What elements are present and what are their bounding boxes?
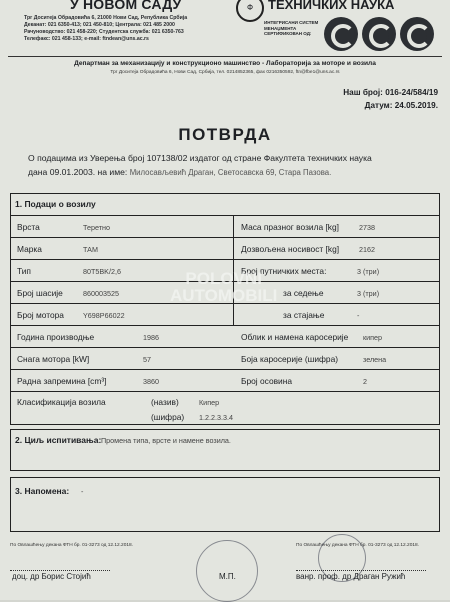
official-stamp <box>196 540 258 602</box>
section-heading: 2. Циљ испитивања: <box>15 435 102 445</box>
classification-name-label: (назив) <box>151 397 179 407</box>
field-value: зелена <box>363 355 387 364</box>
page-title: ПОТВРДА <box>178 125 272 144</box>
field-label: Снага мотора [kW] <box>17 354 90 364</box>
field-label: Боја каросерије (шифра) <box>241 354 339 364</box>
row-divider <box>11 369 439 370</box>
certification-logos <box>324 17 442 53</box>
field-value: Y698P66022 <box>83 311 125 320</box>
classification-code-value: 1.2.2.3.3.4 <box>199 413 233 422</box>
row-divider <box>11 347 439 348</box>
university-name-left: У НОВОМ САДУ <box>70 0 182 12</box>
row-divider <box>11 237 439 238</box>
field-label: Број мотора <box>17 310 64 320</box>
section-heading: 1. Подаци о возилу <box>15 199 96 209</box>
field-value: 3 (три) <box>357 267 380 276</box>
department-name: Департман за механизацију и конструкционо машинство - Лабораторија за моторе и возила <box>74 60 376 67</box>
document-date: Датум: 24.05.2019. <box>364 101 438 110</box>
document-number: Наш број: 016-24/584/19 <box>343 88 438 97</box>
university-address: Трг Доситеја Обрадовића 6, 21000 Нови Сад, Република Србија Деканат: 021 6350-413; 021 450-810; Централа: 021 485 2000 Рачуноводство: 021 458-220; Студентска служба: 021 6350-763 Телефакс: 021 458-133; e-mail: ftndean@uns.ac.rs <box>24 15 188 42</box>
section-note <box>10 477 440 532</box>
field-label: Марка <box>17 244 42 254</box>
field-value: 860003525 <box>83 289 119 298</box>
purpose-value: Промена типа, врсте и намене возила. <box>101 436 231 445</box>
intro-line-1: О подацима из Уверења број 107138/02 издатог од стране Факултета техничких наука <box>28 153 372 163</box>
field-label: Година производње <box>17 332 95 342</box>
certification-logo-icon <box>324 17 358 51</box>
classification-label: Класификација возила <box>17 397 106 407</box>
signatory-left: доц. др Борис Стојић <box>12 572 91 581</box>
field-label: Маса празног возила [kg] <box>241 222 339 232</box>
field-value: ТАМ <box>83 245 98 254</box>
field-label: за седење <box>283 288 324 298</box>
header-divider <box>8 56 442 57</box>
section-vehicle-data <box>10 193 440 425</box>
field-label: Врста <box>17 222 40 232</box>
header-left <box>8 0 228 52</box>
field-value: 57 <box>143 355 151 364</box>
field-label: Број шасије <box>17 288 63 298</box>
field-label: Облик и намена каросерије <box>241 332 349 342</box>
field-value: кипер <box>363 333 383 342</box>
department-address: Трг Доситеја Обрадовића 6, Нови Сад, Србија, тел. 0214852365, фах 0216350592, ftn@fbe1@uns.ac.rs <box>110 70 340 75</box>
field-label: Број путничких места: <box>241 266 327 276</box>
field-label: Радна запремина [cm³] <box>17 376 107 386</box>
signatory-right: ванр. проф. др Драган Ружић <box>296 572 406 581</box>
field-label: Број осовина <box>241 376 293 386</box>
signature-line <box>296 570 426 571</box>
field-value: 80T5BK/2,6 <box>83 267 121 276</box>
field-label: Тип <box>17 266 31 276</box>
row-divider <box>11 215 439 216</box>
row-divider <box>11 325 439 326</box>
row-divider <box>11 391 439 392</box>
field-value: Теретно <box>83 223 110 232</box>
field-value: 3860 <box>143 377 159 386</box>
signature-authorization-left: По Овлашћењу декана ФТН бр. 01-3273 од 12.12.2018. <box>10 543 134 548</box>
field-value: 2 <box>363 377 367 386</box>
watermark: POLOVNI AUTOMOBILI <box>170 269 278 305</box>
certification-text: ИНТЕГРИСАНИ СИСТЕМ МЕНАЏМЕНТА СЕРТИФИКОВАН ОД: <box>264 20 319 36</box>
stamp-placeholder: М.П. <box>219 572 236 581</box>
certification-logo-icon <box>400 17 434 51</box>
field-value: 1986 <box>143 333 159 342</box>
signature-authorization-right: По Овлашћењу декана ФТН бр. 01-3273 од 12.12.2018. <box>296 543 420 548</box>
classification-name-value: Кипер <box>199 398 220 407</box>
field-value: - <box>357 311 360 320</box>
field-value: 2738 <box>359 223 375 232</box>
field-label: Дозвољена носивост [kg] <box>241 244 340 254</box>
field-value: 2162 <box>359 245 375 254</box>
classification-code-label: (шифра) <box>151 412 185 422</box>
certification-logo-icon <box>362 17 396 51</box>
faculty-logo-icon: Ф <box>236 0 264 22</box>
university-name-right: ТЕХНИЧКИХ НАУКА <box>268 0 395 12</box>
note-value: - <box>81 487 84 496</box>
signature-line <box>10 570 110 571</box>
section-purpose <box>10 429 440 471</box>
field-label: за стајање <box>283 310 325 320</box>
section-heading: 3. Напомена: <box>15 486 70 496</box>
field-value: 3 (три) <box>357 289 380 298</box>
row-divider <box>11 259 439 260</box>
intro-line-2: дана 09.01.2003. на име: Милосављевић Драган, Светосавска 69, Стара Пазова. <box>28 167 332 177</box>
